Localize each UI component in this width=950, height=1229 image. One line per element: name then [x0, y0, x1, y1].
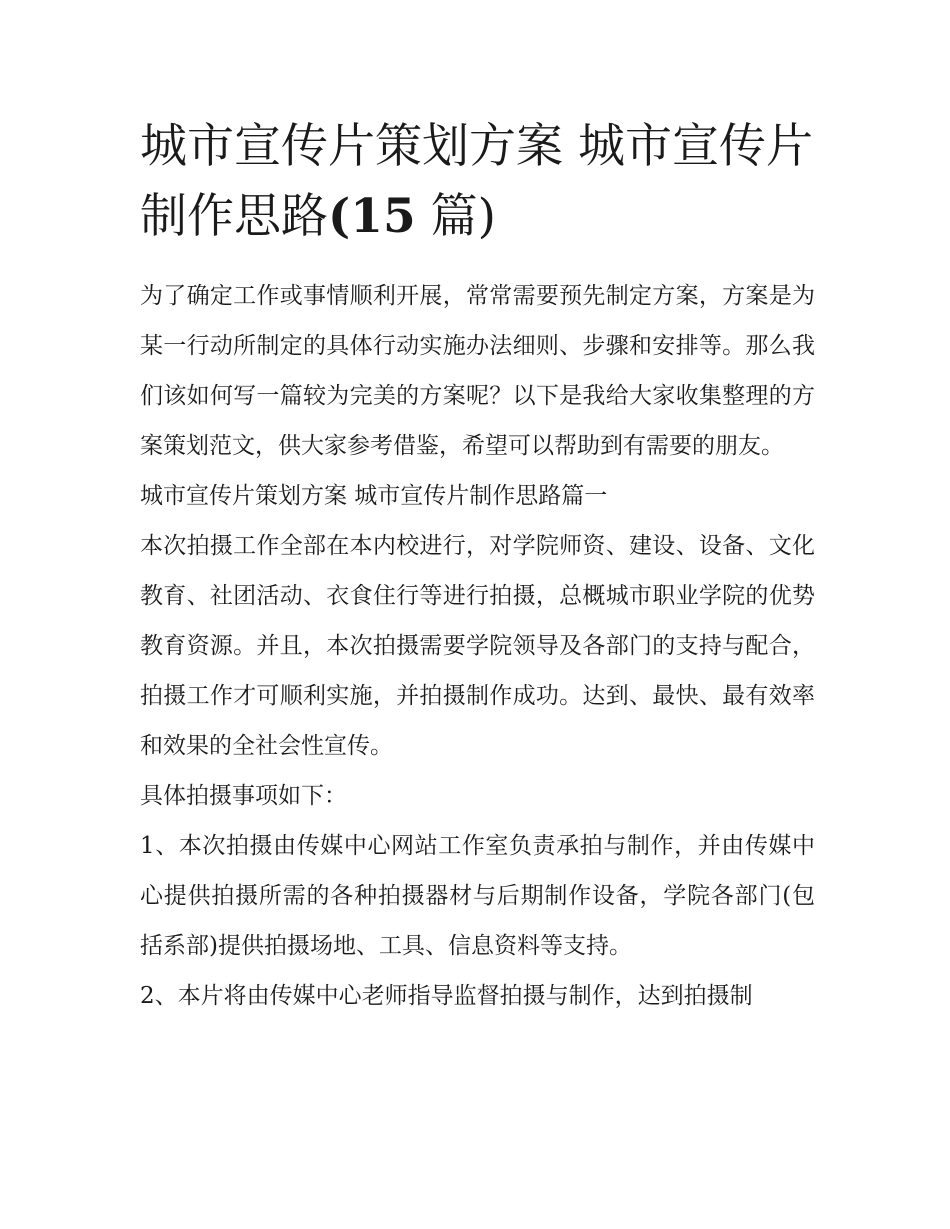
- list-item-1: 1、本次拍摄由传媒中心网站工作室负责承拍与制作，并由传媒中心提供拍摄所需的各种拍摄器材与后期制作设备，学院各部门(包括系部)提供拍摄场地、工具、信息资料等支持。: [140, 833, 815, 959]
- title-count: (15: [328, 189, 416, 244]
- title-text: 城市宣传片策划方案 城市宣传片制作思路: [140, 119, 813, 244]
- intro-paragraph: 为了确定工作或事情顺利开展，常常需要预先制定方案，方案是为某一行动所制定的具体行动实施办法细则、步骤和安排等。那么我们该如何写一篇较为完美的方案呢？以下是我给大家收集整理的方案策划范文，供大家参考借鉴，希望可以帮助到有需要的朋友。: [140, 283, 815, 459]
- section-heading: 城市宣传片策划方案 城市宣传片制作思路篇一: [140, 483, 608, 509]
- title-suffix: 篇): [415, 189, 496, 244]
- document-title: [140, 112, 815, 252]
- list-item-2: 2、本片将由传媒中心老师指导监督拍摄与制作，达到拍摄制: [140, 983, 753, 1009]
- body-paragraph: 本次拍摄工作全部在本内校进行，对学院师资、建设、设备、文化教育、社团活动、衣食住行等进行拍摄，总概城市职业学院的优势教育资源。并且，本次拍摄需要学院领导及各部门的支持与配合，拍摄工作才可顺利实施，并拍摄制作成功。达到、最快、最有效率和效果的全社会性宣传。: [140, 533, 815, 759]
- list-intro: 具体拍摄事项如下：: [140, 783, 347, 809]
- document-page: [140, 112, 815, 1021]
